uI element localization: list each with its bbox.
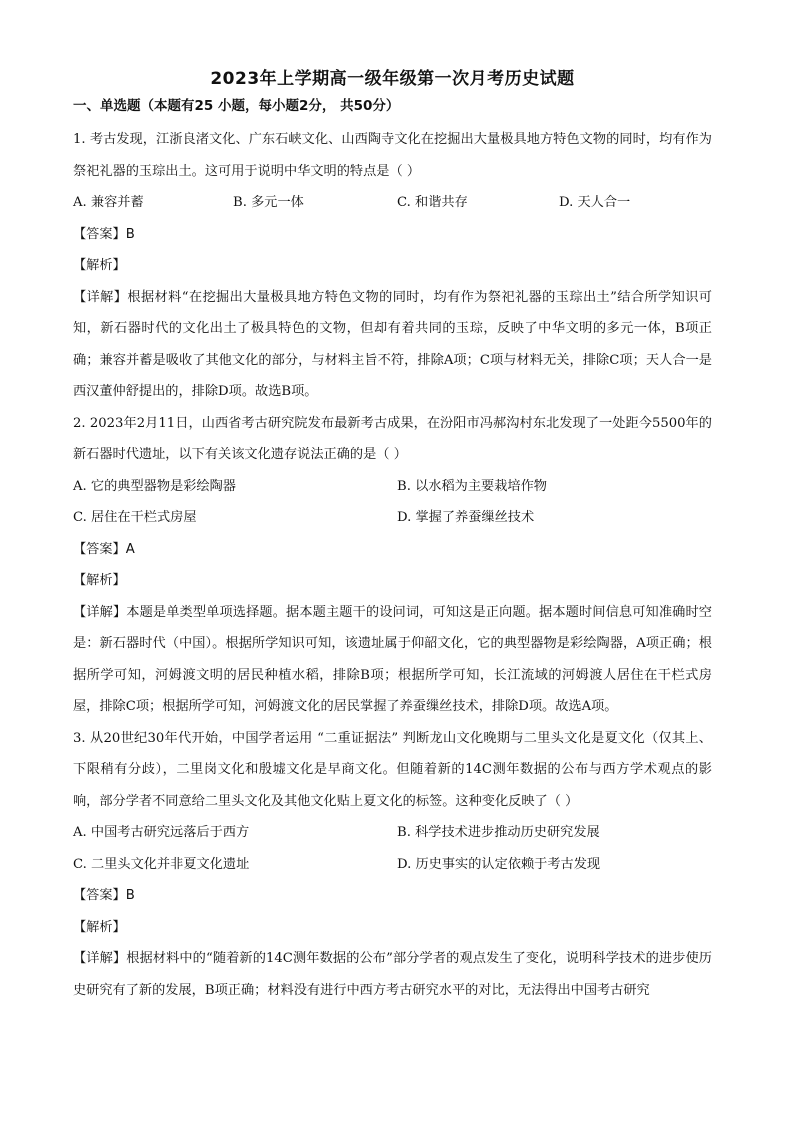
question-1 <box>73 124 712 408</box>
analysis-label: 【解析】 <box>73 573 126 588</box>
answer-label: 【答案】B <box>73 226 135 242</box>
section-heading: 一、单选题（本题有25 小题，每小题2分， 共50分） <box>73 98 400 114</box>
question-stem: 2. 2023年2月11日，山西省考古研究院发布最新考古成果，在汾阳市冯郝沟村东北发现了一处距今5500年的新石器时代遗址，以下有关该文化遗存说法正确的是（ ） <box>73 415 712 462</box>
question-3 <box>73 723 712 1007</box>
option-b: B. 科学技术进步推动历史研究发展 <box>397 825 600 840</box>
option-c: C. 居住在干栏式房屋 <box>73 510 197 525</box>
question-stem: 1. 考古发现，江浙良渚文化、广东石峡文化、山西陶寺文化在挖掘出大量极具地方特色文物的同时，均有作为祭祀礼器的玉琮出土。这可用于说明中华文明的特点是（ ） <box>73 132 712 179</box>
option-a: A. 它的典型器物是彩绘陶器 <box>73 478 236 494</box>
option-d: D. 历史事实的认定依赖于考古发现 <box>397 856 601 872</box>
analysis-label: 【解析】 <box>73 258 126 273</box>
option-d: D. 掌握了养蚕缫丝技术 <box>397 510 535 525</box>
option-d: D. 天人合一 <box>559 195 631 210</box>
option-c: C. 二里头文化并非夏文化遗址 <box>73 856 250 872</box>
question-2 <box>73 408 712 723</box>
detail-text: 【详解】本题是单类型单项选择题。据本题主题干的设问词，可知这是正向题。据本题时间信息可知准确时空是：新石器时代（中国）。根据所学知识可知，该遗址属于仰韶文化，它的典型器物是彩绘陶器，A项正确；根据所学可知，河姆渡文明的居民种植水稻，排除B项；根据所学可知，长江流域的河姆渡人居住在干栏式房屋，排除C项；根据所学可知，河姆渡文化的居民掌握了养蚕缫丝技术，排除D项。故选A项。 <box>73 604 712 714</box>
question-stem: 3. 从20世纪30年代开始，中国学者运用 “二重证据法” 判断龙山文化晚期与二里头文化是夏文化（仅其上、下限稍有分歧），二里岗文化和殷墟文化是早商文化。但随着新的14C测年数据的公布与西方学术观点的影响，部分学者不同意给二里头文化及其他文化贴上夏文化的标签。这种变化反映了（ ） <box>73 730 712 809</box>
option-a: A. 兼容并蓄 <box>73 195 144 210</box>
option-b: B. 以水稻为主要栽培作物 <box>397 478 547 494</box>
analysis-label: 【解析】 <box>73 919 126 935</box>
page-title: 2023年上学期高一级年级第一次月考历史试题 <box>210 69 575 89</box>
answer-label: 【答案】B <box>73 888 135 903</box>
option-c: C. 和谐共存 <box>397 195 468 210</box>
option-b: B. 多元一体 <box>233 195 304 210</box>
detail-text: 【详解】根据材料“在挖掘出大量极具地方特色文物的同时，均有作为祭祀礼器的玉琮出土”结合所学知识可知，新石器时代的文化出土了极具特色的文物，但却有着共同的玉琮，反映了中华文明的多元一体，B项正确；兼容并蓄是吸收了其他文化的部分，与材料主旨不符，排除A项；C项与材料无关，排除C项；天人合一是西汉董仲舒提出的，排除D项。故选B项。 <box>73 289 712 399</box>
option-list <box>73 187 712 219</box>
option-list <box>73 817 712 880</box>
answer-label: 【答案】A <box>73 541 135 557</box>
option-a: A. 中国考古研究远落后于西方 <box>73 825 250 840</box>
detail-text: 【详解】根据材料中的“随着新的14C测年数据的公布”部分学者的观点发生了变化，说明科学技术的进步使历史研究有了新的发展，B项正确；材料没有进行中西方考古研究水平的对比，无法得出中国考古研究 <box>73 951 712 998</box>
option-list <box>73 471 712 534</box>
